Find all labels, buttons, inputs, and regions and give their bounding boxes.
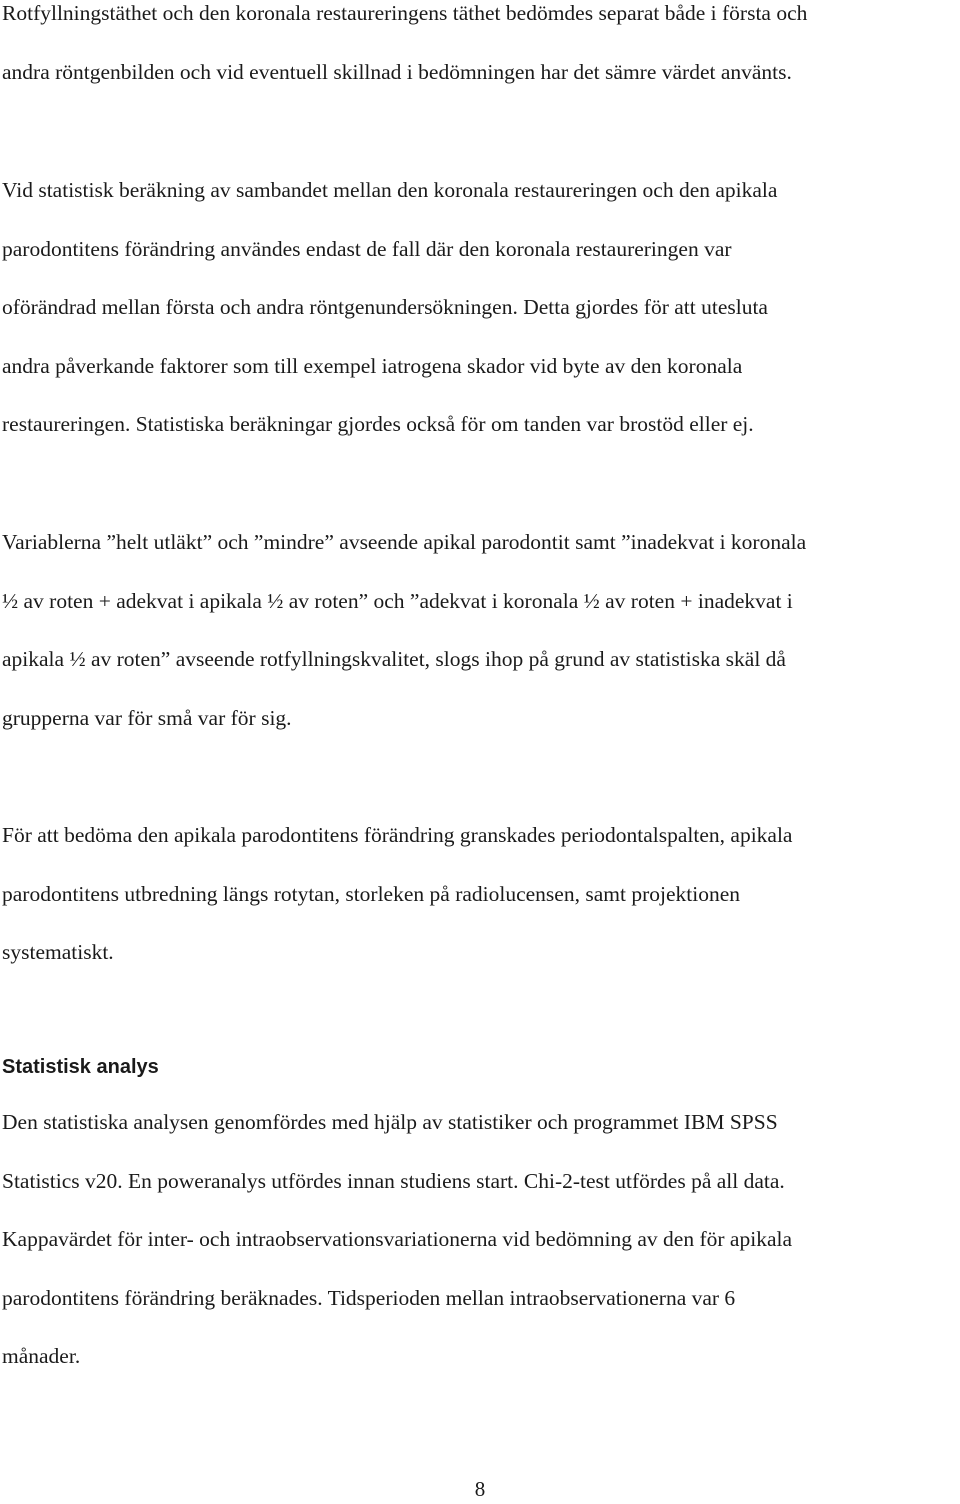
text-line: parodontitens förändring beräknades. Tidsperioden mellan intraobservationerna var 6 bbox=[2, 1285, 736, 1310]
text-line: ½ av roten + adekvat i apikala ½ av roten” och ”adekvat i koronala ½ av roten + inadekvat i bbox=[2, 588, 793, 613]
text-line: restaureringen. Statistiska beräkningar gjordes också för om tanden var brostöd eller ej. bbox=[2, 412, 754, 436]
text-line: Kappavärdet för inter- och intraobservationsvariationerna vid bedömning av den för apikala bbox=[2, 1227, 792, 1251]
paragraph-tathet bbox=[2, 0, 960, 101]
text-line: Vid statistisk beräkning av sambandet mellan den koronala restaureringen och den apikala bbox=[2, 178, 778, 202]
text-line: För att bedöma den apikala parodontitens förändring granskades periodontalspalten, apikala bbox=[2, 823, 793, 847]
text-line: oförändrad mellan första och andra röntgenundersökningen. Detta gjordes för att utesluta bbox=[2, 295, 768, 319]
text-line: månader. bbox=[2, 1344, 81, 1368]
text-line: apikala ½ av roten” avseende rotfyllningskvalitet, slogs ihop på grund av statistiska skäl då bbox=[2, 647, 786, 671]
text-line: andra röntgenbilden och vid eventuell skillnad i bedömningen har det sämre värdet använts. bbox=[2, 59, 792, 84]
text-line: grupperna var för små var för sig. bbox=[2, 705, 292, 730]
section-heading: Statistisk analys bbox=[2, 1056, 159, 1078]
text-line: parodontitens förändring användes endast de fall där den koronala restaureringen var bbox=[2, 236, 732, 261]
text-line: andra påverkande faktorer som till exempel iatrogena skador vid byte av den koronala bbox=[2, 353, 743, 378]
page-number: 8 bbox=[474, 1477, 486, 1501]
paragraph-statistisk-analys bbox=[2, 1093, 960, 1386]
text-line: Den statistiska analysen genomfördes med hjälp av statistiker och programmet IBM SPSS bbox=[2, 1110, 778, 1134]
text-line: systematiskt. bbox=[2, 940, 114, 964]
paragraph-variablerna bbox=[2, 513, 960, 747]
text-line: parodontitens utbredning längs rotytan, storleken på radiolucensen, samt projektionen bbox=[2, 881, 740, 906]
text-line: Rotfyllningstäthet och den koronala restaureringens täthet bedömdes separat både i första och bbox=[2, 1, 808, 25]
paragraph-statistisk-berakning bbox=[2, 161, 960, 454]
paragraph-bedomning bbox=[2, 806, 960, 982]
text-line: Statistics v20. En poweranalys utfördes innan studiens start. Chi-2-test utfördes på all data. bbox=[2, 1168, 785, 1193]
text-line: Variablerna ”helt utläkt” och ”mindre” avseende apikal parodontit samt ”inadekvat i koronala bbox=[2, 530, 807, 554]
